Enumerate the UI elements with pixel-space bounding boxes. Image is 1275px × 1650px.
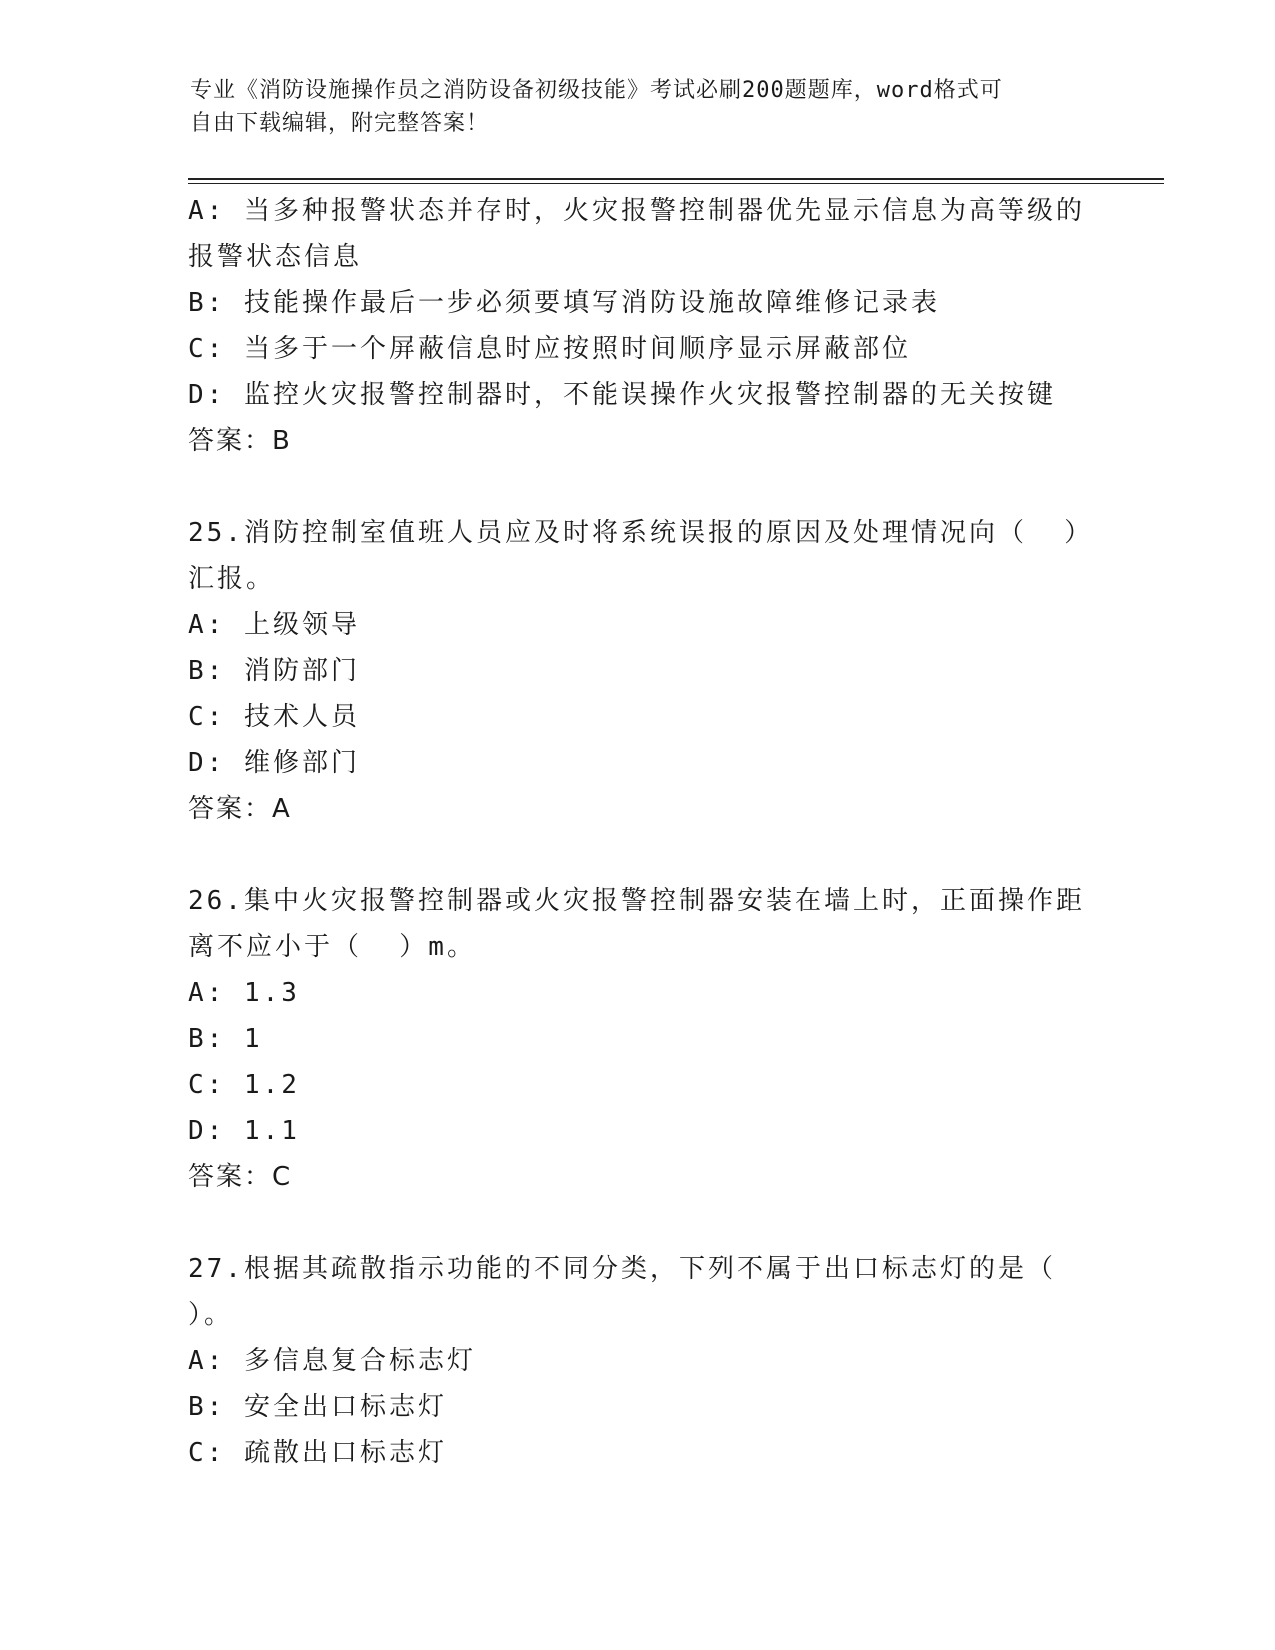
option-a: A: 上级领导 — [188, 610, 360, 640]
option-c: C: 当多于一个屏蔽信息时应按照时间顺序显示屏蔽部位 — [188, 334, 911, 364]
question-stem-continued: ）。 — [188, 1300, 234, 1330]
spacer — [188, 832, 1088, 878]
question-list — [188, 188, 1094, 1476]
spacer — [188, 464, 1088, 510]
option-c: C: 1.2 — [188, 1070, 300, 1100]
option-b: B: 消防部门 — [188, 656, 360, 686]
question-stem: 26.集中火灾报警控制器或火灾报警控制器安装在墙上时，正面操作距 — [188, 886, 1085, 916]
option-c: C: 技术人员 — [188, 702, 360, 732]
option-d: D: 1.1 — [188, 1116, 300, 1146]
answer-label: 答案：B — [188, 426, 292, 456]
header-rule-thin — [188, 183, 1164, 184]
option-d: D: 监控火灾报警控制器时，不能误操作火灾报警控制器的无关按键 — [188, 380, 1056, 410]
question-stem: 25.消防控制室值班人员应及时将系统误报的原因及处理情况向（ ） — [188, 518, 1094, 548]
question-block-25 — [188, 510, 1094, 832]
question-stem-continued: 汇报。 — [188, 564, 276, 594]
question-stem-continued: 离不应小于（ ）m。 — [188, 932, 476, 962]
option-d: D: 维修部门 — [188, 748, 360, 778]
option-a: A: 1.3 — [188, 978, 300, 1008]
header-rule-thick — [188, 178, 1164, 180]
option-a: A: 当多种报警状态并存时，火灾报警控制器优先显示信息为高等级的 — [188, 196, 1085, 226]
document-header — [190, 74, 1090, 140]
header-line-2: 自由下载编辑，附完整答案！ — [190, 111, 490, 136]
header-line-1: 专业《消防设施操作员之消防设备初级技能》考试必刷200题题库，word格式可 — [190, 78, 1003, 103]
question-block-26 — [188, 878, 1088, 1200]
question-block-24 — [188, 188, 1088, 464]
option-a-continued: 报警状态信息 — [188, 242, 363, 272]
question-block-27 — [188, 1246, 1088, 1476]
answer-label: 答案：A — [188, 794, 292, 824]
option-c: C: 疏散出口标志灯 — [188, 1438, 447, 1468]
answer-label: 答案：C — [188, 1162, 293, 1192]
option-b: B: 技能操作最后一步必须要填写消防设施故障维修记录表 — [188, 288, 940, 318]
option-b: B: 1 — [188, 1024, 263, 1054]
option-b: B: 安全出口标志灯 — [188, 1392, 447, 1422]
question-stem: 27.根据其疏散指示功能的不同分类，下列不属于出口标志灯的是（ — [188, 1254, 1056, 1284]
option-a: A: 多信息复合标志灯 — [188, 1346, 476, 1376]
spacer — [188, 1200, 1088, 1246]
